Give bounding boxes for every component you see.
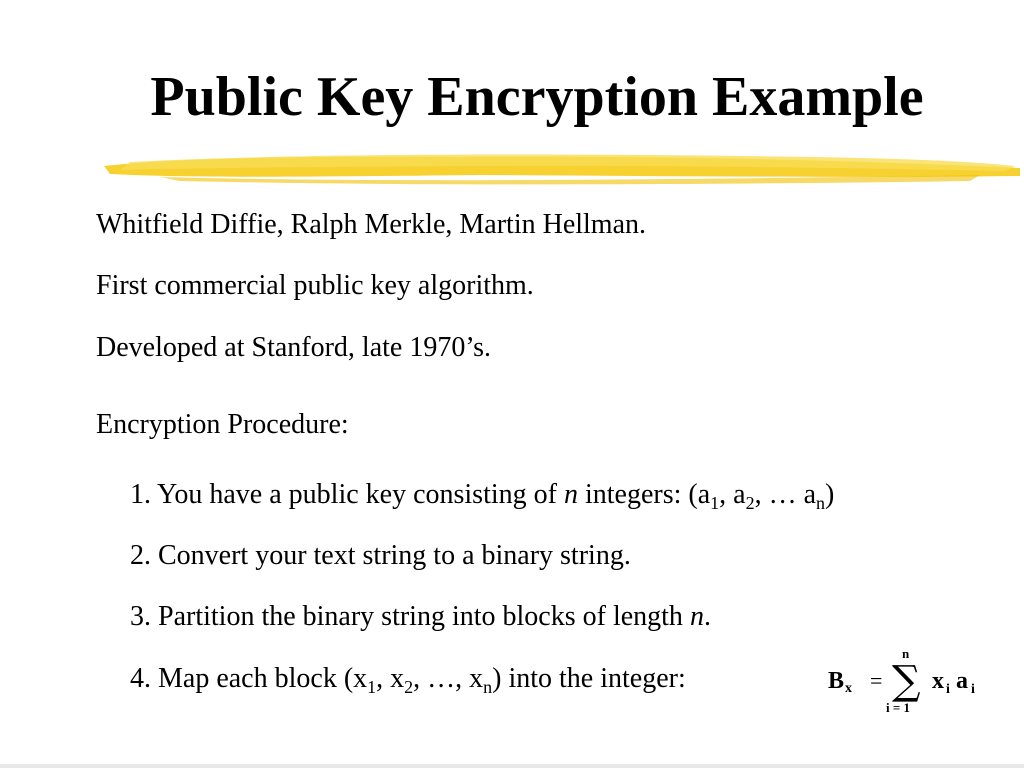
formula-lhs: B [828,668,845,694]
step-1 [130,478,834,512]
step-1-text: 1. You have a public key consisting of [130,479,564,510]
step-1-sub-n: n [816,493,826,513]
slide-title: Public Key Encryption Example [150,66,924,128]
step-1-sub-1: 1 [710,493,720,513]
step-4-text-c: , …, x [413,663,484,694]
step-4-text-b: , x [376,663,405,694]
step-4 [130,662,686,696]
step-3 [130,600,711,634]
formula-x: x [932,668,944,694]
step-3-n: n [689,601,704,632]
step-1-n: n [563,479,578,510]
formula-a: a [956,668,968,694]
formula-equals: = [870,668,883,693]
step-4-sub-n: n [483,677,493,697]
step-4-text: 4. Map each block (x [130,663,368,694]
step-4-sub-2: 2 [404,677,414,697]
formula-lower-limit: i = 1 [886,700,911,715]
step-1-sub-2: 2 [745,493,755,513]
algorithm-line: First commercial public key algorithm. [96,270,534,301]
step-2: 2. Convert your text string to a binary string. [130,540,631,571]
step-4-sub-1: 1 [367,677,377,697]
sigma-symbol: ∑ [892,658,921,704]
step-1-text-b: integers: (a [577,479,711,510]
formula-lhs-sub: x [845,681,852,696]
yellow-highlighter-stroke [100,148,1024,188]
step-3-text-b: . [703,601,711,632]
formula-upper-limit: n [902,646,910,661]
summation-formula [828,646,998,716]
bottom-divider [0,764,1024,768]
step-3-text: 3. Partition the binary string into blocks of length [130,601,690,632]
step-1-text-d: , … a [754,479,817,510]
step-4-text-d: ) into the integer: [492,663,686,694]
step-1-text-c: , a [719,479,746,510]
developed-line: Developed at Stanford, late 1970’s. [96,332,492,363]
authors-line: Whitfield Diffie, Ralph Merkle, Martin Hellman. [96,209,647,240]
step-1-text-e: ) [825,479,835,510]
procedure-heading: Encryption Procedure: [96,409,349,440]
formula-x-sub: i [946,682,950,697]
formula-a-sub: i [971,682,975,697]
